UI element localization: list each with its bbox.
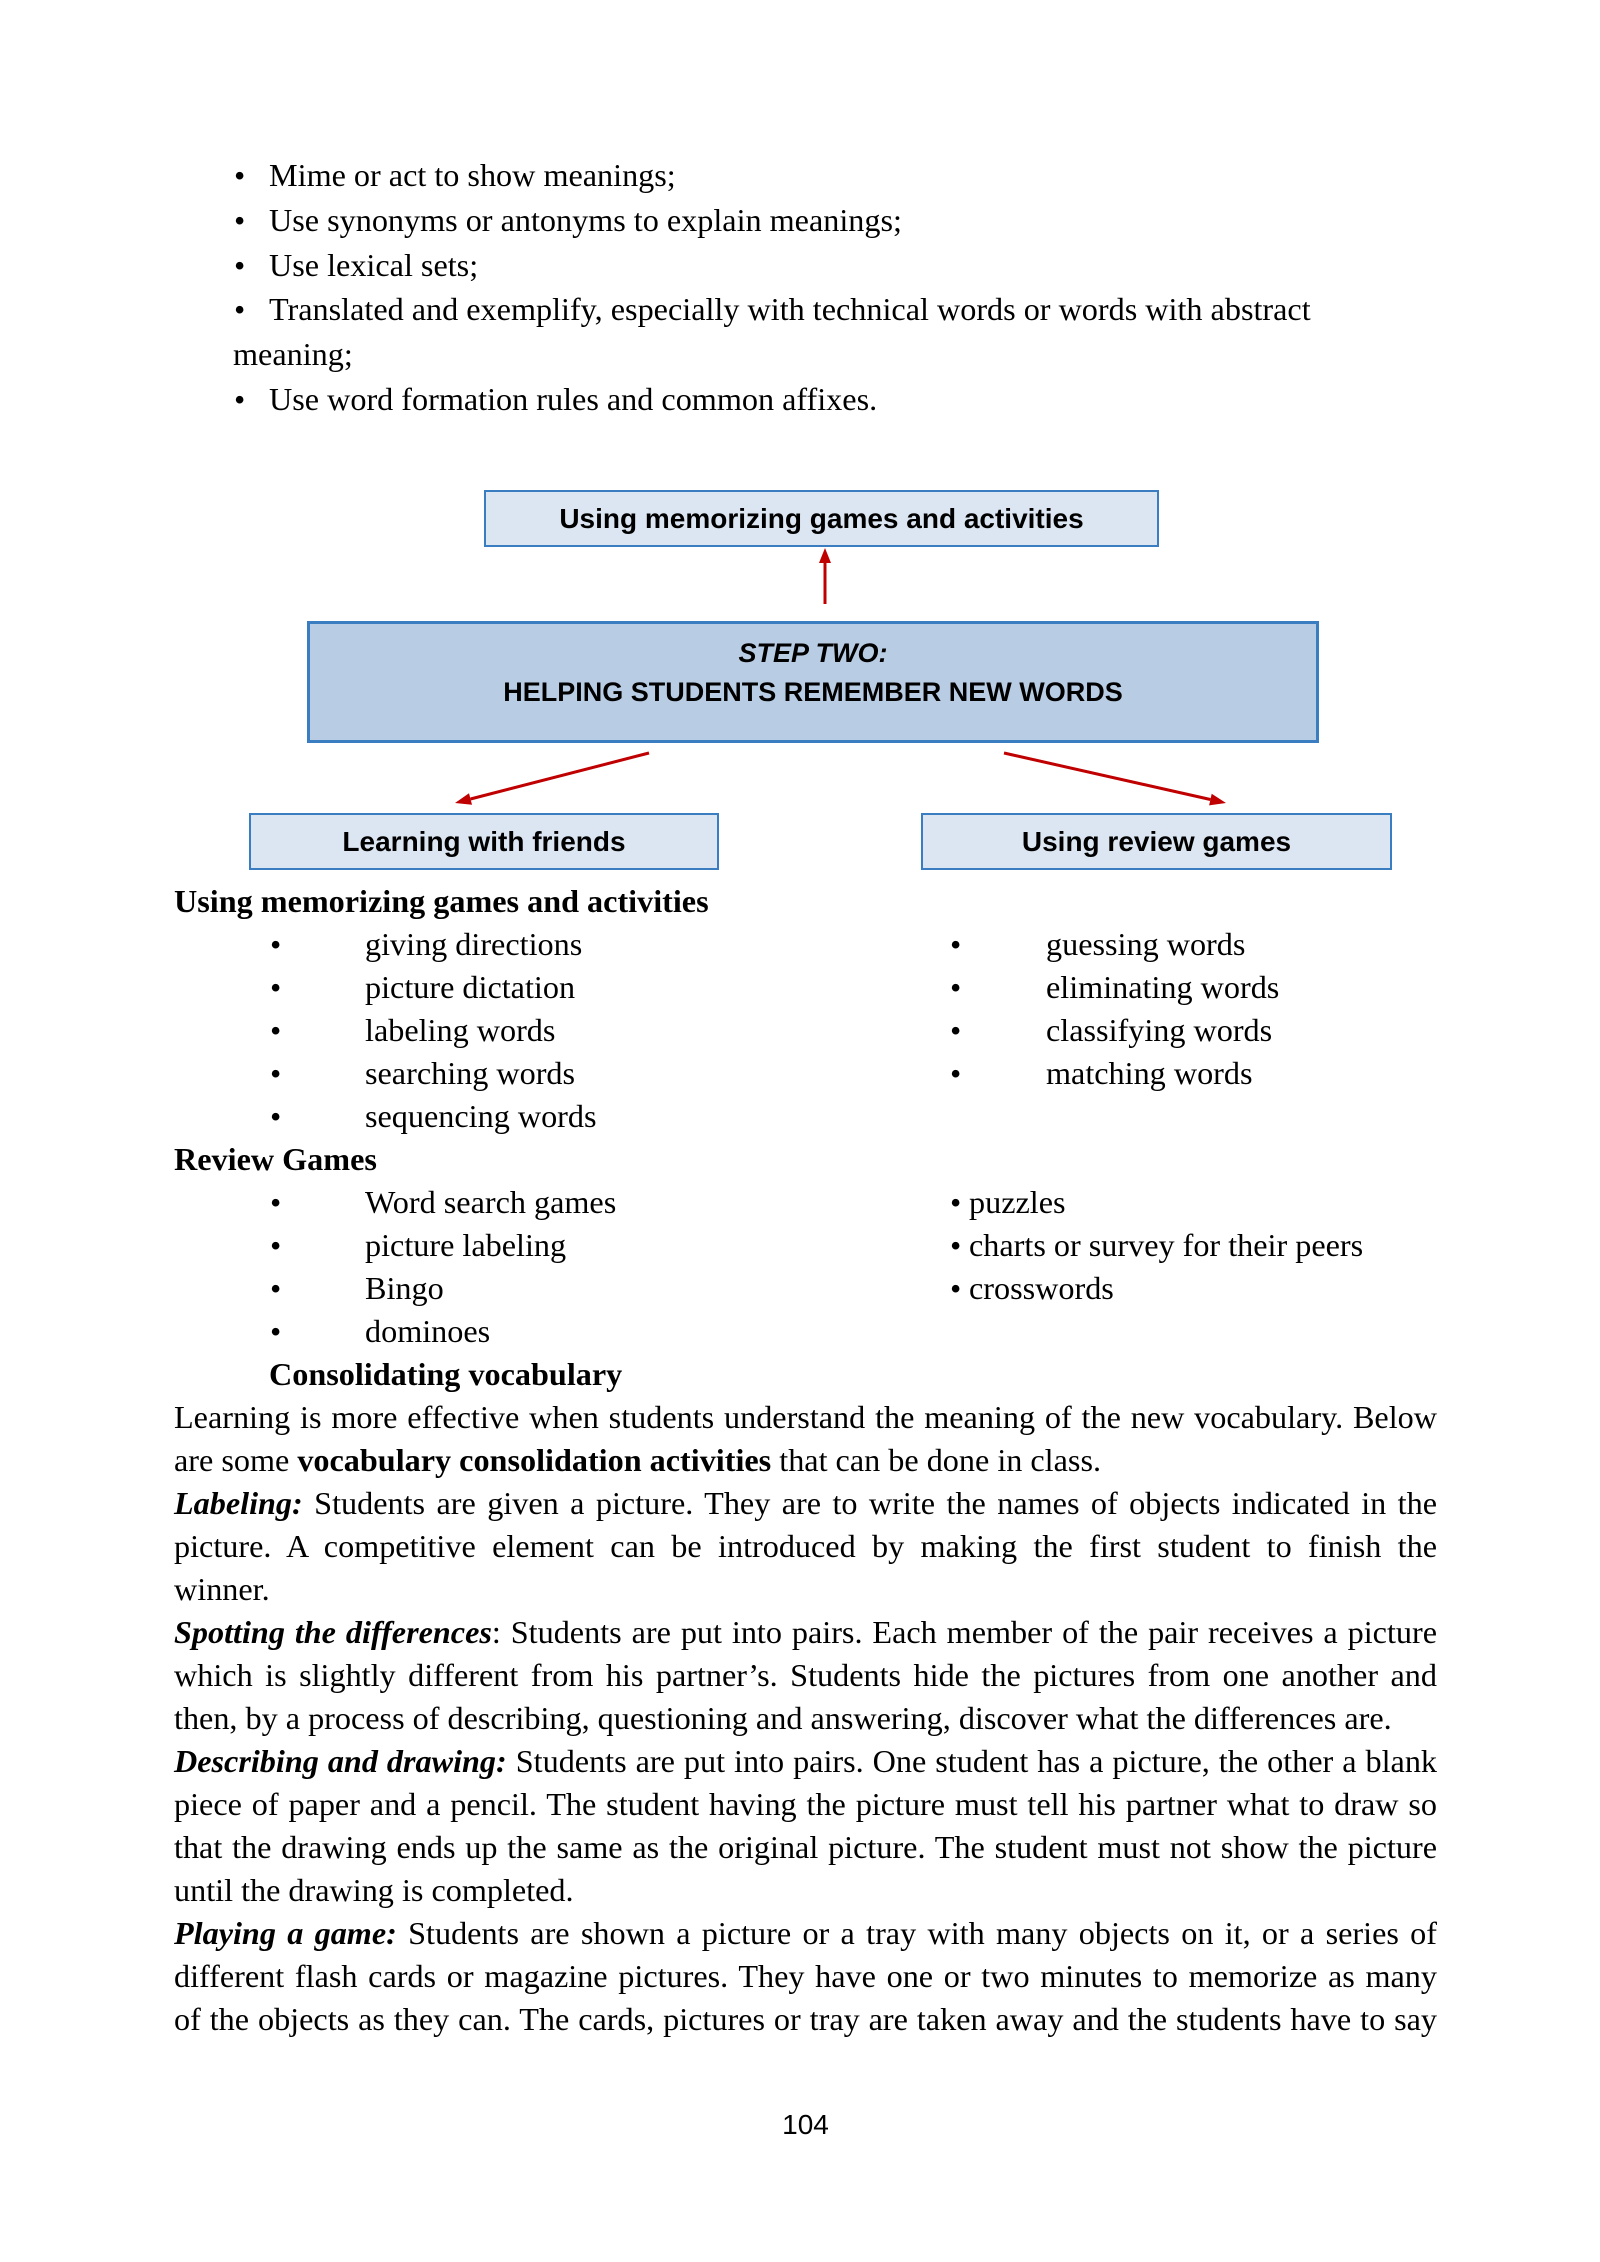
activity-text: then, by a process of describing, questioning and answering, discover what the differences are. (174, 1700, 1392, 1736)
activity-text: which is slightly different from his partner’s. Students hide the pictures from one another and (174, 1657, 1437, 1693)
bullet: • (950, 1055, 962, 1091)
activity-text: different flash cards or magazine pictures. They have one or two minutes to memorize as many (174, 1958, 1437, 1994)
bullet: • (234, 201, 246, 238)
activity-text: Students are shown a picture or a tray with many objects on it, or a series of (408, 1915, 1437, 1951)
paragraph-line (174, 1439, 1437, 1482)
activity-term: Spotting the differences (174, 1614, 492, 1650)
list-item: searching words (365, 1055, 576, 1091)
list-item: Word search games (365, 1184, 617, 1220)
activity-term: Playing a game: (174, 1915, 397, 1951)
arrow-left-icon (455, 793, 472, 805)
list-item: eliminating words (1046, 969, 1280, 1005)
section-heading-memorizing: Using memorizing games and activities (174, 883, 709, 919)
list-row (174, 966, 1437, 1009)
activity-text: : Students are put into pairs. Each member of the pair receives a picture (491, 1614, 1437, 1650)
list-item: dominoes (365, 1313, 491, 1349)
activity-line (174, 1697, 1437, 1740)
bullet: • (234, 157, 246, 193)
diagram-box-label: Using memorizing games and activities (559, 502, 1084, 534)
list-item: puzzles (969, 1184, 1066, 1220)
main-text (174, 880, 1437, 2041)
activity-line (174, 1482, 1437, 1525)
activity-term: Labeling: (174, 1485, 303, 1521)
activity-term: Describing and drawing: (174, 1743, 507, 1779)
bullet: • (234, 291, 246, 328)
section-heading-review-games: Review Games (174, 1141, 377, 1177)
list-item-text: Use synonyms or antonyms to explain meanings; (269, 201, 902, 238)
bullet: • (270, 1098, 282, 1134)
bullet: • (270, 969, 282, 1005)
list-item: picture labeling (365, 1227, 567, 1263)
step-title: HELPING STUDENTS REMEMBER NEW WORDS (503, 676, 1123, 707)
list-item: picture dictation (365, 969, 576, 1005)
activity-text: of the objects as they can. The cards, pictures or tray are taken away and the students have to say (174, 2001, 1437, 2037)
bullet: • (270, 1313, 282, 1349)
bullet: • (270, 1055, 282, 1091)
arrow-left-line (471, 753, 650, 799)
list-row (174, 923, 1437, 966)
list-item: matching words (1046, 1055, 1253, 1091)
activity-line (174, 1525, 1437, 1568)
list-item: giving directions (365, 926, 583, 962)
activity-line (174, 1912, 1437, 1955)
activity-text: until the drawing is completed. (174, 1872, 574, 1908)
paragraph-line (174, 1396, 1437, 1439)
list-item: crosswords (969, 1270, 1114, 1306)
list-item: sequencing words (365, 1098, 597, 1134)
list-item: guessing words (1046, 926, 1246, 962)
list-row (174, 1052, 1437, 1095)
list-item: classifying words (1046, 1012, 1273, 1048)
step-label: STEP TWO: (738, 637, 888, 668)
activity-line (174, 1955, 1437, 1998)
bullet: • (950, 1270, 962, 1306)
bullet: • (270, 926, 282, 962)
activity-text: Students are given a picture. They are to write the names of objects indicated in the (314, 1485, 1437, 1521)
arrow-right-icon (1209, 794, 1226, 806)
list-item-text: Mime or act to show meanings; (269, 157, 676, 193)
diagram-box-label: Learning with friends (342, 825, 626, 857)
diagram-box-label: Using review games (1021, 825, 1292, 857)
activity-line (174, 1869, 1437, 1912)
activity-line (174, 1783, 1437, 1826)
list-item: Bingo (365, 1270, 444, 1306)
activity-line (174, 1568, 1437, 1611)
activity-text: picture. A competitive element can be introduced by making the first student to finish the (174, 1528, 1437, 1564)
bullet: • (950, 1184, 962, 1220)
activity-line (174, 1826, 1437, 1869)
list-item-text: meaning; (233, 336, 353, 373)
bullet: • (270, 1227, 282, 1263)
activity-line (174, 1611, 1437, 1654)
activity-line (174, 1998, 1437, 2041)
list-row (174, 1267, 1437, 1310)
section-heading-consolidating: Consolidating vocabulary (269, 1356, 623, 1392)
list-item-text: Translated and exemplify, especially with technical words or words with abstract (269, 291, 1311, 328)
bullet: • (270, 1270, 282, 1306)
list-item: labeling words (365, 1012, 556, 1048)
list-row (174, 1009, 1437, 1052)
list-item: charts or survey for their peers (969, 1227, 1364, 1263)
activity-line (174, 1654, 1437, 1697)
list-item-text: Use word formation rules and common affixes. (269, 380, 878, 417)
bullet: • (950, 1227, 962, 1263)
paragraph-text: Learning is more effective when students understand the meaning of the new vocabulary. Below (174, 1399, 1437, 1435)
bullet: • (234, 246, 246, 283)
emphasis-text: vocabulary consolidation activities (297, 1442, 772, 1478)
list-item-text: Use lexical sets; (269, 246, 479, 283)
activity-text: winner. (174, 1571, 270, 1607)
bullet: • (950, 1012, 962, 1048)
bullet: • (950, 969, 962, 1005)
list-row (174, 1224, 1437, 1267)
activity-text: piece of paper and a pencil. The student having the picture must tell his partner what to draw so (174, 1786, 1437, 1822)
list-row (174, 1310, 1437, 1353)
activity-line (174, 1740, 1437, 1783)
bullet: • (950, 926, 962, 962)
paragraph-text: that can be done in class. (779, 1442, 1102, 1478)
activity-text: that the drawing ends up the same as the original picture. The student must not show the picture (174, 1829, 1437, 1865)
bullet: • (270, 1012, 282, 1048)
page-number: 104 (782, 2109, 829, 2140)
activity-text: Students are put into pairs. One student has a picture, the other a blank (515, 1743, 1438, 1779)
paragraph-text: are some (174, 1442, 290, 1478)
list-row (174, 1181, 1437, 1224)
bullet: • (270, 1184, 282, 1220)
bullet: • (234, 380, 246, 417)
list-row (174, 1095, 1437, 1138)
arrow-right-line (1004, 753, 1210, 800)
arrow-up-icon (819, 548, 831, 563)
